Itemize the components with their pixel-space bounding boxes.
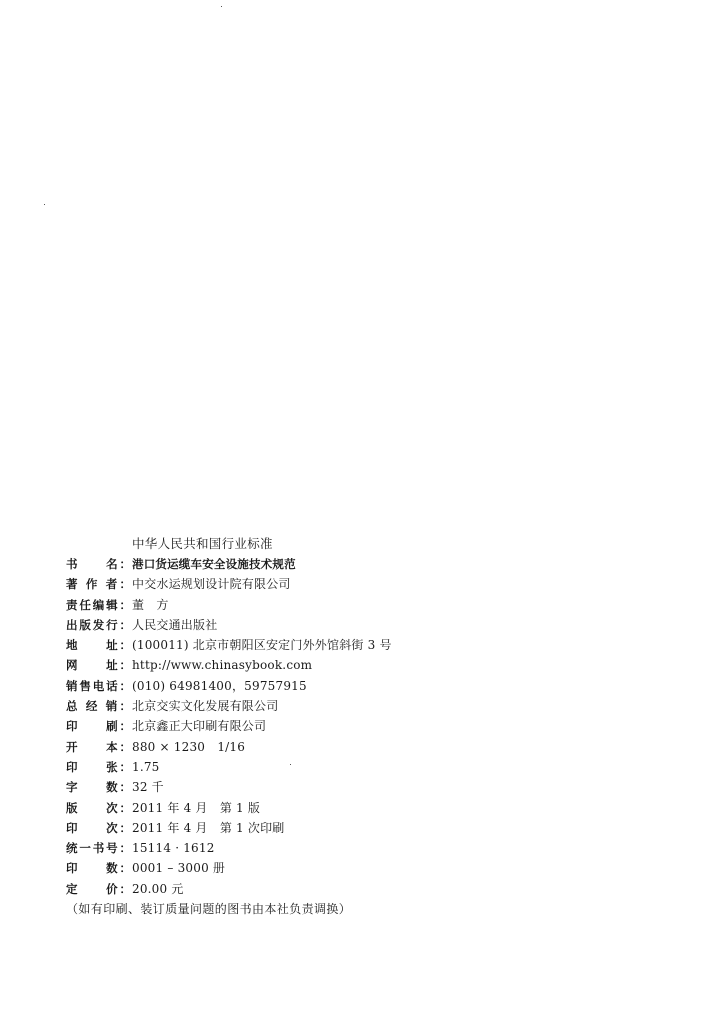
cip-row-label: 印 数： [66, 861, 131, 876]
cip-row-value: 20.00 元 [132, 881, 184, 896]
cip-row [66, 595, 686, 615]
cip-row [66, 757, 686, 777]
cip-row-label: 地 址： [66, 638, 131, 653]
cip-row-value: 港口货运缆车安全设施技术规范 [132, 557, 296, 571]
scan-speck [44, 204, 45, 205]
cip-row-value: (100011) 北京市朝阳区安定门外外馆斜街 3 号 [132, 638, 392, 653]
cip-row-label: 责任编辑： [66, 597, 131, 612]
cip-row-label: 印 次： [66, 820, 131, 835]
cip-row-label: 书 名： [66, 557, 131, 571]
cip-row-value: 15114 · 1612 [132, 841, 215, 856]
cip-row-value: 2011 年 4 月 第 1 次印刷 [132, 820, 285, 835]
cip-block [66, 534, 686, 919]
cip-row-label: 出版发行： [66, 617, 131, 632]
cip-row-label: 字 数： [66, 780, 131, 795]
cip-row-label: 版 次： [66, 800, 131, 815]
cip-row [66, 574, 686, 594]
cip-row-value: 北京交实文化发展有限公司 [132, 699, 279, 714]
cip-row-value: 0001 – 3000 册 [132, 861, 226, 876]
cip-row-label: 网 址： [66, 658, 131, 673]
cip-row-label: 定 价： [66, 881, 131, 896]
cip-row-value: 2011 年 4 月 第 1 版 [132, 800, 261, 815]
cip-row [66, 696, 686, 716]
cip-row [66, 676, 686, 696]
footnote: （如有印刷、装订质量问题的图书由本社负责调换） [66, 902, 352, 917]
cip-row-value: 1.75 [132, 759, 160, 774]
cip-row [66, 655, 686, 675]
standard-title: 中华人民共和国行业标准 [132, 536, 273, 551]
cip-row [66, 858, 686, 878]
cip-row [66, 879, 686, 899]
cip-row-label: 印 刷： [66, 719, 131, 734]
cip-row [66, 615, 686, 635]
cip-row-value: 32 千 [132, 780, 164, 795]
cip-row [66, 777, 686, 797]
cip-row [66, 635, 686, 655]
cip-row [66, 798, 686, 818]
cip-row-value: 880 × 1230 1/16 [132, 739, 246, 754]
cip-row [66, 737, 686, 757]
cip-row-value: 人民交通出版社 [132, 617, 218, 632]
scan-speck [221, 6, 222, 7]
cip-row [66, 838, 686, 858]
cip-row-label: 总 经 销： [66, 699, 131, 714]
cip-row-value: (010) 64981400，59757915 [132, 678, 307, 693]
cip-row-label: 销售电话： [66, 678, 131, 693]
cip-row-label: 统一书号： [66, 841, 131, 856]
cip-row [66, 554, 686, 574]
cip-row-value: 中交水运规划设计院有限公司 [132, 577, 291, 592]
cip-rows [66, 554, 686, 899]
cip-row-label: 著 作 者： [66, 577, 131, 592]
cip-row-label: 印 张： [66, 759, 131, 774]
cip-row [66, 818, 686, 838]
cip-row-value: http://www.chinasybook.com [132, 658, 313, 673]
cip-row-value: 董 方 [132, 597, 169, 612]
cip-row-label: 开 本： [66, 739, 131, 754]
cip-row-value: 北京鑫正大印刷有限公司 [132, 719, 267, 734]
cip-row [66, 716, 686, 736]
